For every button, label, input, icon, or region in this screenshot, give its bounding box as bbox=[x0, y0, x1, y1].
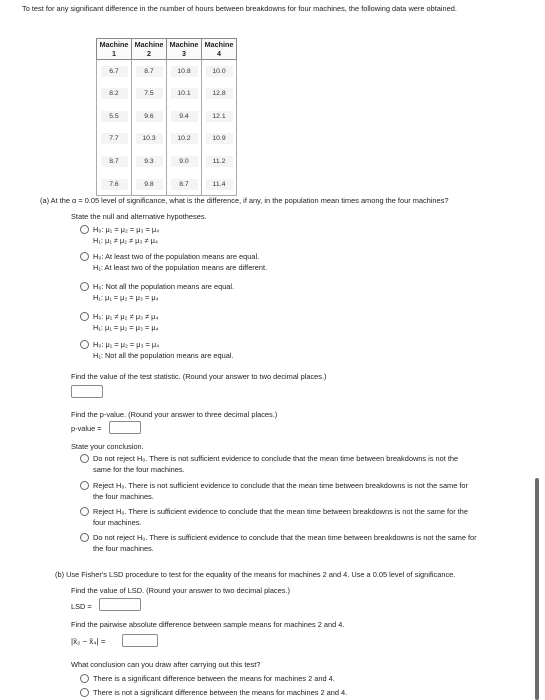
table-cell-value: 10.1 bbox=[171, 88, 198, 99]
pvalue-prompt: Find the p-value. (Round your answer to three decimal places.) bbox=[71, 410, 278, 419]
table-cell bbox=[132, 150, 167, 173]
table-cell bbox=[97, 105, 132, 128]
table-cell-value: 8.2 bbox=[101, 88, 128, 99]
table-cell-value: 12.1 bbox=[206, 111, 233, 122]
conclusion-option-1-line2: same for the four machines. bbox=[93, 465, 185, 474]
hypothesis-option-2-h1: H₁: At least two of the population means are different. bbox=[93, 263, 268, 272]
table-header-machine-3: Machine 3 bbox=[167, 39, 202, 60]
hypothesis-option-5-h1: H₁: Not all the population means are equal. bbox=[93, 351, 234, 360]
table-cell bbox=[167, 150, 202, 173]
hypothesis-option-5-radio[interactable] bbox=[80, 340, 89, 349]
lsd-conclusion-option-2-label: There is not a significant difference between the means for machines 2 and 4. bbox=[93, 688, 348, 697]
table-cell-value: 9.8 bbox=[136, 179, 163, 190]
table-cell-value: 8.7 bbox=[136, 66, 163, 77]
table-cell-value: 10.0 bbox=[206, 66, 233, 77]
lsd-conclusion-option-1-label: There is a significant difference between the means for machines 2 and 4. bbox=[93, 674, 335, 683]
hypothesis-option-1-radio[interactable] bbox=[80, 225, 89, 234]
hypothesis-option-4-h0: H₀: μ₁ ≠ μ₂ ≠ μ₃ ≠ μ₄ bbox=[93, 312, 159, 321]
table-cell-value: 5.5 bbox=[101, 111, 128, 122]
hypothesis-option-4-h1: H₁: μ₁ = μ₂ = μ₃ = μ₄ bbox=[93, 323, 159, 332]
table-cell bbox=[202, 150, 237, 173]
table-cell-value: 10.8 bbox=[171, 66, 198, 77]
table-cell bbox=[202, 128, 237, 151]
table-row bbox=[97, 128, 237, 151]
conclusion-option-4-line1: Do not reject H₀. There is sufficient evidence to conclude that the mean time between breakdowns is not the same for bbox=[93, 533, 477, 542]
table-cell-value: 7.6 bbox=[101, 179, 128, 190]
table-cell bbox=[167, 173, 202, 196]
lsd-label: LSD = bbox=[71, 602, 92, 611]
table-cell bbox=[132, 60, 167, 83]
table-cell bbox=[97, 173, 132, 196]
vertical-scrollbar[interactable] bbox=[535, 478, 539, 700]
table-cell bbox=[97, 82, 132, 105]
table-cell bbox=[132, 173, 167, 196]
table-cell bbox=[132, 128, 167, 151]
table-cell bbox=[202, 105, 237, 128]
lsd-conclusion-option-2-radio[interactable] bbox=[80, 688, 89, 697]
conclusion-option-2-line2: the four machines. bbox=[93, 492, 154, 501]
table-header-machine-4: Machine 4 bbox=[202, 39, 237, 60]
test-statistic-prompt: Find the value of the test statistic. (Round your answer to two decimal places.) bbox=[71, 372, 327, 381]
conclusion-option-1-radio[interactable] bbox=[80, 454, 89, 463]
pvalue-label: p-value = bbox=[71, 424, 102, 433]
table-header-machine-2: Machine 2 bbox=[132, 39, 167, 60]
table-cell bbox=[202, 173, 237, 196]
table-row bbox=[97, 105, 237, 128]
table-cell bbox=[97, 60, 132, 83]
problem-intro: To test for any significant difference in the number of hours between breakdowns for four machines, the following data were obtained. bbox=[22, 4, 457, 13]
pairwise-difference-label: |x̄₂ − x̄₄| = bbox=[71, 637, 106, 646]
table-cell bbox=[132, 82, 167, 105]
hypothesis-option-2-h0: H₀: At least two of the population means are equal. bbox=[93, 252, 260, 261]
part-b-question: (b) Use Fisher's LSD procedure to test for the equality of the means for machines 2 and 4. Use a 0.05 level of significance. bbox=[55, 570, 456, 579]
conclusion-option-1-line1: Do not reject H₀. There is not sufficient evidence to conclude that the mean time between breakdowns is not the bbox=[93, 454, 459, 463]
table-cell-value: 10.2 bbox=[171, 133, 198, 144]
table-row bbox=[97, 173, 237, 196]
pairwise-difference-prompt: Find the pairwise absolute difference between sample means for machines 2 and 4. bbox=[71, 620, 345, 629]
table-cell bbox=[167, 128, 202, 151]
conclusion-option-3-line2: four machines. bbox=[93, 518, 142, 527]
table-cell-value: 11.4 bbox=[206, 179, 233, 190]
table-header-machine-1: Machine 1 bbox=[97, 39, 132, 60]
lsd-conclusion-option-1-radio[interactable] bbox=[80, 674, 89, 683]
part-a-question: (a) At the α = 0.05 level of significance, what is the difference, if any, in the population mean times among the four machines? bbox=[40, 196, 449, 205]
table-cell-value: 10.3 bbox=[136, 133, 163, 144]
conclusion-option-3-line1: Reject H₀. There is sufficient evidence to conclude that the mean time between breakdowns is not the same for the bbox=[93, 507, 468, 516]
table-cell bbox=[97, 150, 132, 173]
hypothesis-option-3-h1: H₁: μ₁ = μ₂ = μ₃ = μ₄ bbox=[93, 293, 159, 302]
table-cell-value: 9.6 bbox=[136, 111, 163, 122]
hypothesis-option-2-radio[interactable] bbox=[80, 252, 89, 261]
table-cell-value: 7.5 bbox=[136, 88, 163, 99]
table-cell bbox=[97, 128, 132, 151]
conclusion-option-4-radio[interactable] bbox=[80, 533, 89, 542]
table-cell-value: 9.0 bbox=[171, 156, 198, 167]
hypothesis-option-5-h0: H₀: μ₁ = μ₂ = μ₃ = μ₄ bbox=[93, 340, 160, 349]
conclusion-prompt: State your conclusion. bbox=[71, 442, 144, 451]
table-cell bbox=[202, 60, 237, 83]
table-cell bbox=[202, 82, 237, 105]
table-cell-value: 6.7 bbox=[101, 66, 128, 77]
table-cell-value: 10.9 bbox=[206, 133, 233, 144]
table-cell-value: 8.7 bbox=[101, 156, 128, 167]
state-hypotheses-label: State the null and alternative hypotheses. bbox=[71, 212, 207, 221]
hypothesis-option-3-h0: H₀: Not all the population means are equal. bbox=[93, 282, 235, 291]
conclusion-option-3-radio[interactable] bbox=[80, 507, 89, 516]
table-cell-value: 11.2 bbox=[206, 156, 233, 167]
pairwise-difference-input[interactable] bbox=[122, 634, 158, 647]
hypothesis-option-1-h0: H₀: μ₁ = μ₂ = μ₃ = μ₄ bbox=[93, 225, 160, 234]
pvalue-input[interactable] bbox=[109, 421, 141, 434]
test-statistic-input[interactable] bbox=[71, 385, 103, 398]
table-cell bbox=[167, 82, 202, 105]
table-cell-value: 7.7 bbox=[101, 133, 128, 144]
table-cell bbox=[167, 105, 202, 128]
table-cell-value: 9.3 bbox=[136, 156, 163, 167]
lsd-input[interactable] bbox=[99, 598, 141, 611]
part-b-conclusion-prompt: What conclusion can you draw after carrying out this test? bbox=[71, 660, 261, 669]
table-cell-value: 12.8 bbox=[206, 88, 233, 99]
lsd-prompt: Find the value of LSD. (Round your answer to two decimal places.) bbox=[71, 586, 290, 595]
data-table bbox=[96, 38, 237, 196]
conclusion-option-4-line2: the four machines. bbox=[93, 544, 154, 553]
table-cell bbox=[132, 105, 167, 128]
hypothesis-option-1-h1: H₁: μ₁ ≠ μ₂ ≠ μ₃ ≠ μ₄ bbox=[93, 236, 158, 245]
table-cell-value: 9.4 bbox=[171, 111, 198, 122]
conclusion-option-2-radio[interactable] bbox=[80, 481, 89, 490]
hypothesis-option-4-radio[interactable] bbox=[80, 312, 89, 321]
table-row bbox=[97, 82, 237, 105]
table-row bbox=[97, 150, 237, 173]
hypothesis-option-3-radio[interactable] bbox=[80, 282, 89, 291]
table-cell-value: 8.7 bbox=[171, 179, 198, 190]
table-row bbox=[97, 60, 237, 83]
table-cell bbox=[167, 60, 202, 83]
conclusion-option-2-line1: Reject H₀. There is not sufficient evidence to conclude that the mean time between breakdowns is not the same for bbox=[93, 481, 468, 490]
